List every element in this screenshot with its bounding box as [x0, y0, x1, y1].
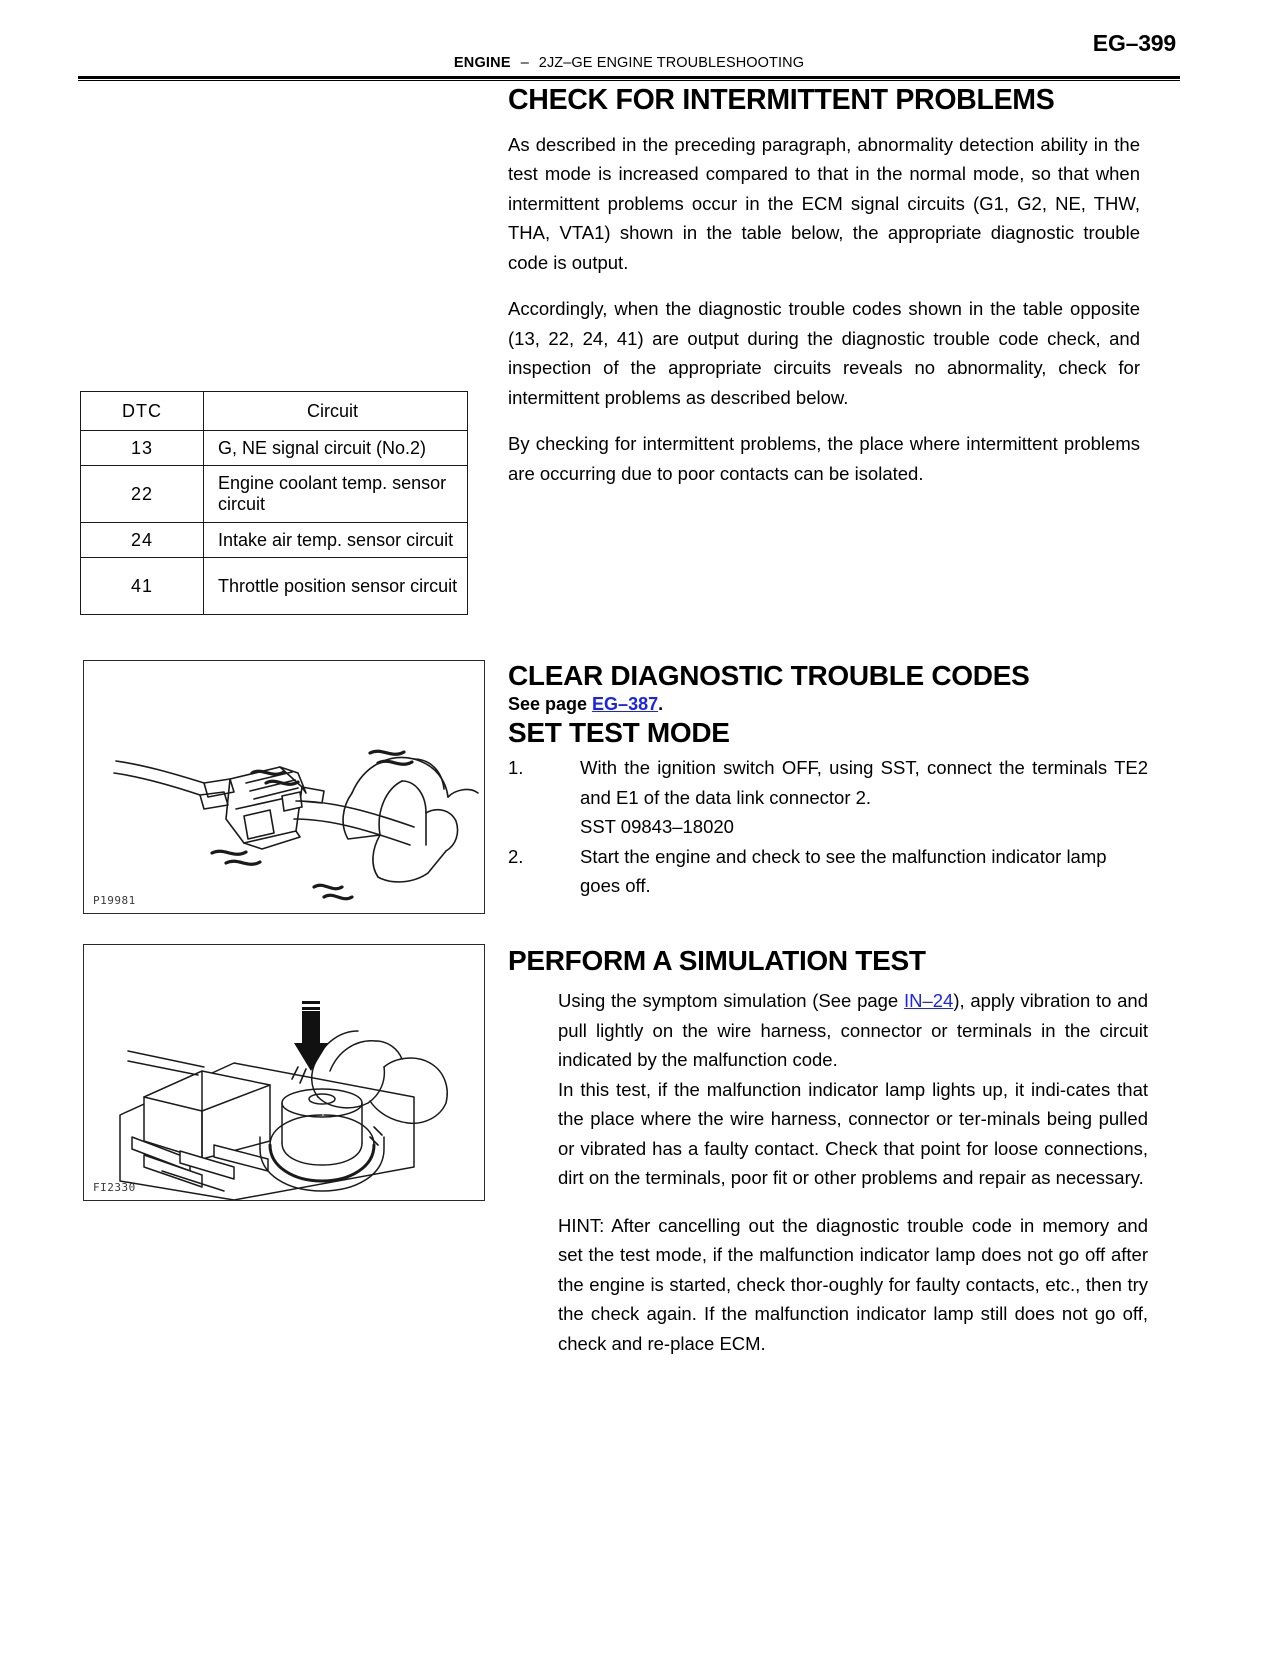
simulation-paragraph-3-hint: HINT: After cancelling out the diagnostic trouble code in memory and set the test mode, if the malfunction indicator lamp does not go off after the engine is started, check thor-oughly for faulty contacts, etc., then try the check again. If the malfunction indicator lamp still does not go off, check and re-place ECM. [558, 1214, 1148, 1354]
list-item [508, 842, 1148, 901]
step-sst: SST 09843–18020 [580, 816, 734, 838]
figure-connector-pull [83, 660, 485, 914]
see-page-link-in24[interactable]: IN–24 [903, 990, 954, 1012]
table-row [81, 558, 468, 615]
cell-circuit: Intake air temp. sensor circuit [204, 523, 468, 558]
table-header-row [81, 392, 468, 431]
header-subsection: 2JZ–GE ENGINE TROUBLESHOOTING [538, 55, 805, 71]
simulation-test-body [508, 986, 1148, 1358]
connector-pull-illustration [84, 661, 484, 913]
intermittent-problems-section [508, 86, 1140, 488]
cell-circuit: G, NE signal circuit (No.2) [204, 431, 468, 466]
see-page-prefix: See page [508, 694, 593, 715]
header-rule [78, 76, 1180, 79]
table-row [81, 523, 468, 558]
page-number: EG–399 [1092, 30, 1176, 56]
see-page-reference [508, 694, 1148, 715]
figure-1-caption: P19981 [93, 894, 136, 907]
cell-circuit: Throttle position sensor circuit [204, 558, 468, 615]
cell-dtc: 22 [81, 466, 204, 523]
set-test-mode-title: SET TEST MODE [508, 717, 730, 749]
see-page-link-eg387[interactable]: EG–387 [592, 694, 659, 715]
intermittent-paragraph-2: Accordingly, when the diagnostic trouble codes shown in the table opposite (13, 22, 24, 41) are output during the diagnostic trouble code check, and inspection of the appropriate circuits reveals no abnormality, check for intermittent problems as described below. [508, 298, 1140, 408]
header-section: ENGINE [453, 55, 511, 71]
intermittent-paragraph-3: By checking for intermittent problems, the place where intermittent problems are occurring due to poor contacts can be isolated. [508, 433, 1140, 484]
simulation-test-section [508, 945, 1148, 1358]
table-row [81, 466, 468, 523]
cell-dtc: 13 [81, 431, 204, 466]
table-row [81, 431, 468, 466]
page-title: CHECK FOR INTERMITTENT PROBLEMS [508, 84, 1055, 116]
cell-dtc: 24 [81, 523, 204, 558]
step-text: With the ignition switch OFF, using SST, connect the terminals TE2 and E1 of the data link connector 2. [580, 757, 1148, 808]
header-separator: – [520, 55, 529, 71]
step-text: Start the engine and check to see the malfunction indicator lamp goes off. [580, 845, 1107, 897]
simulation-paragraph-1 [558, 986, 1148, 1075]
cell-dtc: 41 [81, 558, 204, 615]
relay-press-illustration [84, 945, 484, 1200]
list-item [508, 753, 1148, 842]
clear-codes-section [508, 660, 1148, 901]
figure-2-caption: FI2330 [93, 1181, 136, 1194]
set-test-mode-steps [508, 753, 1148, 901]
column-header-circuit: Circuit [204, 392, 468, 431]
figure-relay-press [83, 944, 485, 1201]
see-page-suffix: . [658, 694, 664, 715]
column-header-dtc: DTC [81, 392, 204, 431]
header-rule-thin [78, 80, 1180, 81]
simulation-test-title: PERFORM A SIMULATION TEST [508, 945, 926, 976]
down-arrow-icon [294, 1001, 328, 1071]
dtc-table [80, 391, 468, 615]
simulation-paragraph-2: In this test, if the malfunction indicator lamp lights up, it indi-cates that the place where the wire harness, connector or ter-minals being pulled or vibrated has a faulty contact. Check that point for loose connections, dirt on the terminals, poor fit or other problems and repair as necessary. [558, 1078, 1148, 1189]
step-number: 2. [508, 845, 524, 867]
running-header [78, 55, 1180, 74]
cell-circuit: Engine coolant temp. sensor circuit [204, 466, 468, 523]
intermittent-paragraph-1: As described in the preceding paragraph, abnormality detection ability in the test mode is increased compared to that in the normal mode, so that when intermittent problems occur in the ECM signal circuits (G1, G2, NE, THW, THA, VTA1) shown in the table below, the appropriate diagnostic trouble code is output. [508, 133, 1140, 273]
sim-p1-post: ), apply vibration to and pull lightly on the wire harness, connector or terminals in the circuit indicated by the malfunction code. [558, 990, 1148, 1071]
clear-codes-title: CLEAR DIAGNOSTIC TROUBLE CODES [508, 660, 1030, 691]
sim-p1-pre: Using the symptom simulation (See page [558, 990, 904, 1012]
step-number: 1. [508, 757, 524, 779]
